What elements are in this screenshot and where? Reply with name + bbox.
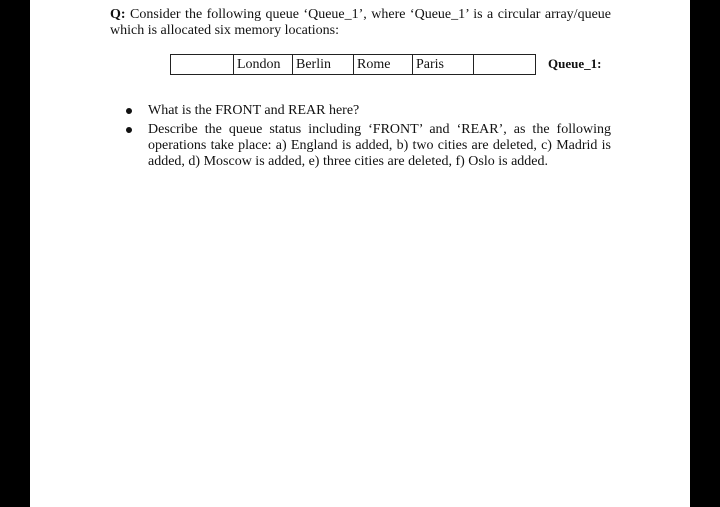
question-text: Consider the following queue ‘Queue_1’, where ‘Queue_1’ is a circular array/queue which is allocated six memory locations: xyxy=(110,7,611,38)
queue-cell-4: Paris xyxy=(412,54,474,75)
queue-cell-5 xyxy=(473,54,536,75)
task-text: What is the FRONT and REAR here? xyxy=(148,103,360,118)
task-text: Describe the queue status including ‘FRONT’ and ‘REAR’, as the following operations take place: a) England is added, b) two cities are deleted, c) Madrid is added, d) Moscow is added, e) three cities are deleted, f) Oslo is added. xyxy=(148,122,611,169)
queue-array xyxy=(170,54,535,75)
document-page xyxy=(30,0,690,507)
task-item xyxy=(126,103,611,119)
task-list xyxy=(126,103,611,173)
queue-cell-0 xyxy=(170,54,234,75)
queue-cell-2: Berlin xyxy=(292,54,354,75)
bullet-icon xyxy=(126,108,132,114)
question-paragraph xyxy=(110,7,611,39)
queue-cell-1: London xyxy=(233,54,293,75)
question-prefix: Q: xyxy=(110,7,126,22)
bullet-icon xyxy=(126,127,132,133)
task-item xyxy=(126,122,611,170)
queue-cell-3: Rome xyxy=(353,54,413,75)
queue-label: Queue_1: xyxy=(548,56,602,71)
